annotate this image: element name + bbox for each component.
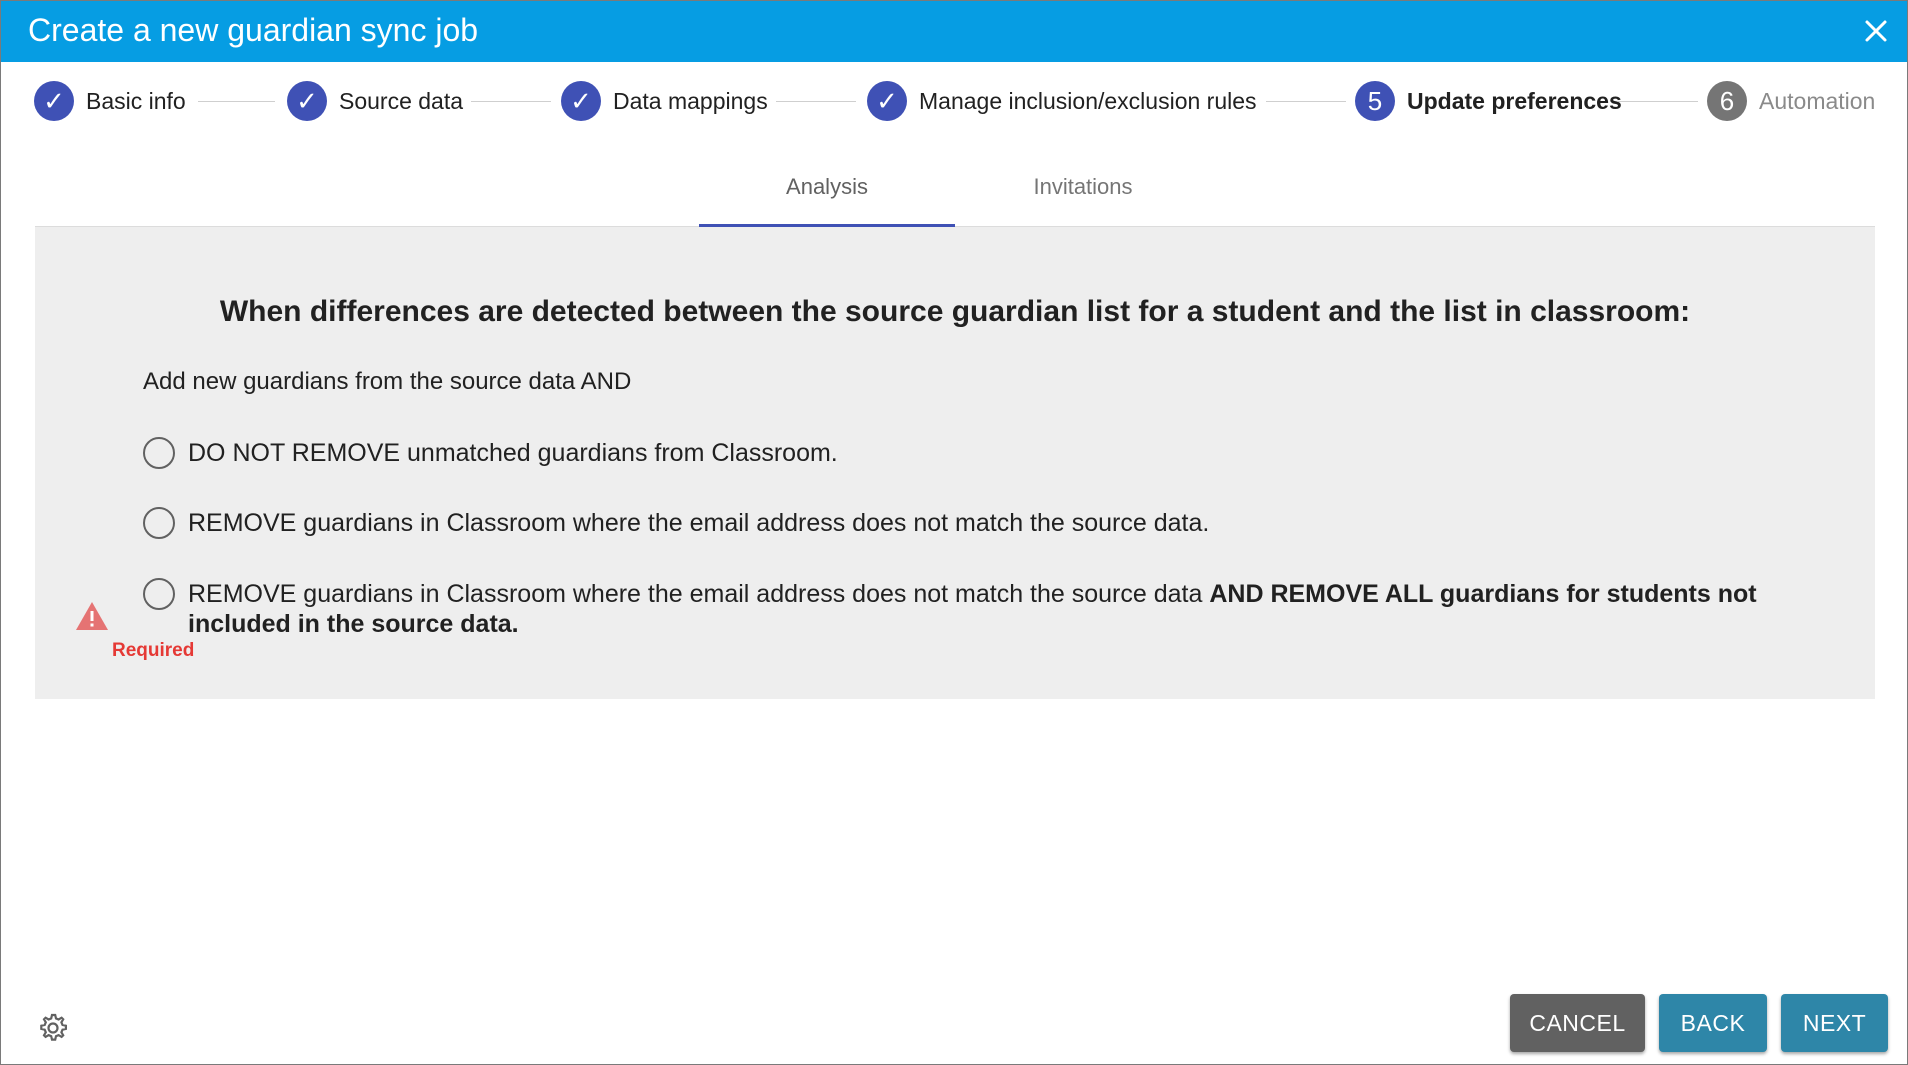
- step-inclusion-exclusion-rules[interactable]: [867, 81, 1257, 121]
- option-label-plain: REMOVE guardians in Classroom where the email address does not match the source data: [188, 580, 1210, 608]
- step-connector: [1618, 101, 1698, 102]
- radio-button[interactable]: [143, 437, 175, 469]
- close-button[interactable]: [1859, 14, 1893, 48]
- option-label: DO NOT REMOVE unmatched guardians from Classroom.: [188, 439, 838, 467]
- step-label: Update preferences: [1407, 87, 1622, 114]
- option-do-not-remove[interactable]: [143, 438, 1793, 469]
- option-label: [188, 579, 1793, 639]
- stepper: [1, 62, 1907, 138]
- title-bar: [1, 1, 1907, 62]
- option-remove-unmatched-email[interactable]: [143, 508, 1793, 539]
- check-icon: ✓: [34, 81, 74, 121]
- required-error: Required: [112, 640, 195, 661]
- step-connector: [471, 101, 551, 102]
- step-basic-info[interactable]: [34, 81, 186, 121]
- step-label: Source data: [339, 87, 464, 114]
- back-button[interactable]: BACK: [1659, 994, 1767, 1052]
- step-connector: [776, 101, 856, 102]
- step-number-badge: 6: [1707, 81, 1747, 121]
- step-data-mappings[interactable]: [561, 81, 768, 121]
- dialog-title: Create a new guardian sync job: [28, 12, 479, 48]
- step-label: Basic info: [86, 87, 186, 114]
- check-icon: ✓: [287, 81, 327, 121]
- warning-icon: [74, 600, 110, 632]
- step-automation[interactable]: [1707, 81, 1875, 121]
- radio-button[interactable]: [143, 507, 175, 539]
- option-label-emphasis: AND REMOVE ALL guardians for students not included in the source data.: [188, 580, 1757, 638]
- step-number-badge: 5: [1355, 81, 1395, 121]
- tab-analysis[interactable]: Analysis: [786, 174, 868, 199]
- step-source-data[interactable]: [287, 81, 463, 121]
- check-icon: ✓: [561, 81, 601, 121]
- preferences-tabs: [35, 161, 1875, 227]
- radio-button[interactable]: [143, 578, 175, 610]
- step-connector: [1266, 101, 1346, 102]
- analysis-panel: [35, 227, 1875, 699]
- step-label: Automation: [1759, 87, 1876, 114]
- close-icon: [1859, 14, 1893, 48]
- step-update-preferences[interactable]: [1355, 81, 1622, 121]
- cancel-button[interactable]: CANCEL: [1510, 994, 1645, 1052]
- option-label: REMOVE guardians in Classroom where the email address does not match the source data.: [188, 509, 1210, 537]
- step-label: Data mappings: [613, 87, 768, 114]
- panel-heading: When differences are detected between the source guardian list for a student and the list in classroom:: [219, 295, 1691, 328]
- step-label: Manage inclusion/exclusion rules: [919, 87, 1257, 114]
- option-remove-all[interactable]: [143, 579, 1793, 639]
- intro-text: Add new guardians from the source data AND: [143, 368, 632, 395]
- check-icon: ✓: [867, 81, 907, 121]
- next-button[interactable]: NEXT: [1781, 994, 1888, 1052]
- step-connector: [198, 101, 275, 102]
- gear-icon[interactable]: [36, 1011, 70, 1045]
- tab-invitations[interactable]: Invitations: [1033, 174, 1133, 199]
